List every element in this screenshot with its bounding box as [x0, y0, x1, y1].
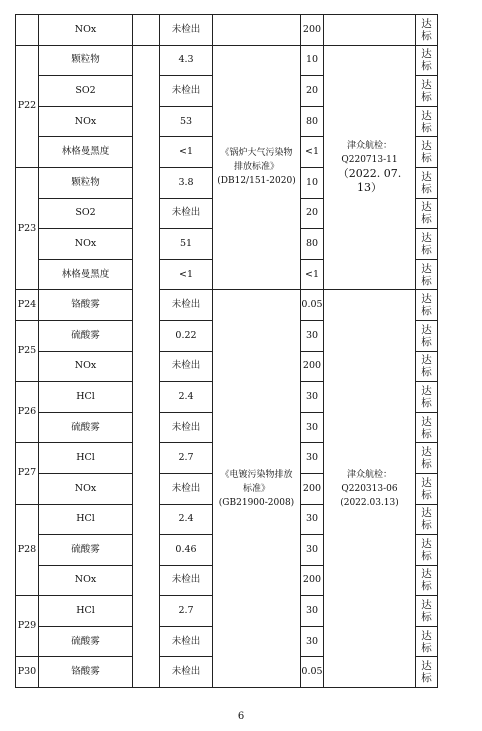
sampling-point-cell: P30: [16, 657, 39, 688]
value-cell: 未检出: [160, 290, 213, 321]
value-cell: <1: [160, 137, 213, 168]
sampling-point-cell: P24: [16, 290, 39, 321]
limit-cell: 30: [301, 320, 324, 351]
report-cell: 津众航检： Q220713-11 （2022. 07. 13）: [324, 45, 416, 290]
sampling-point-cell: P28: [16, 504, 39, 596]
result-cell: 达 标: [416, 657, 438, 688]
sampling-point-cell: P23: [16, 167, 39, 289]
result-cell: 达 标: [416, 473, 438, 504]
result-cell: 达 标: [416, 76, 438, 107]
pollutant-cell: HCl: [39, 382, 133, 413]
limit-cell: 20: [301, 76, 324, 107]
spacer-cell: [133, 45, 160, 687]
value-cell: 未检出: [160, 626, 213, 657]
report-cell: 津众航检： Q220313-06 (2022.03.13): [324, 290, 416, 688]
value-cell: 0.22: [160, 320, 213, 351]
standard-cell: [213, 15, 301, 46]
table-row: [16, 290, 438, 321]
pollutant-cell: 硫酸雾: [39, 626, 133, 657]
value-cell: 未检出: [160, 412, 213, 443]
value-cell: 2.7: [160, 596, 213, 627]
result-cell: 达 标: [416, 15, 438, 46]
sampling-point-cell: P26: [16, 382, 39, 443]
value-cell: 3.8: [160, 167, 213, 198]
limit-cell: 0.05: [301, 657, 324, 688]
table-row: [16, 15, 438, 46]
result-cell: 达 标: [416, 198, 438, 229]
result-cell: 达 标: [416, 504, 438, 535]
limit-cell: 200: [301, 473, 324, 504]
emission-results-table: [15, 14, 438, 688]
limit-cell: 0.05: [301, 290, 324, 321]
value-cell: 4.3: [160, 45, 213, 76]
pollutant-cell: SO2: [39, 76, 133, 107]
result-cell: 达 标: [416, 596, 438, 627]
value-cell: 未检出: [160, 15, 213, 46]
limit-cell: 20: [301, 198, 324, 229]
limit-cell: 200: [301, 351, 324, 382]
limit-cell: 30: [301, 382, 324, 413]
limit-cell: 10: [301, 45, 324, 76]
value-cell: 未检出: [160, 351, 213, 382]
pollutant-cell: 颗粒物: [39, 167, 133, 198]
limit-cell: 30: [301, 535, 324, 566]
value-cell: 未检出: [160, 198, 213, 229]
limit-cell: 30: [301, 504, 324, 535]
result-cell: 达 标: [416, 45, 438, 76]
value-cell: <1: [160, 259, 213, 290]
pollutant-cell: NOx: [39, 106, 133, 137]
result-cell: 达 标: [416, 443, 438, 474]
value-cell: 未检出: [160, 76, 213, 107]
sampling-point-cell: P29: [16, 596, 39, 657]
pollutant-cell: NOx: [39, 473, 133, 504]
limit-cell: <1: [301, 259, 324, 290]
result-cell: 达 标: [416, 565, 438, 596]
result-cell: 达 标: [416, 137, 438, 168]
pollutant-cell: SO2: [39, 198, 133, 229]
pollutant-cell: 颗粒物: [39, 45, 133, 76]
result-cell: 达 标: [416, 259, 438, 290]
result-cell: 达 标: [416, 412, 438, 443]
pollutant-cell: 林格曼黑度: [39, 137, 133, 168]
value-cell: 2.4: [160, 382, 213, 413]
limit-cell: 80: [301, 106, 324, 137]
report-cell: [324, 15, 416, 46]
pollutant-cell: 硫酸雾: [39, 320, 133, 351]
standard-cell: 《电镀污染物排放 标准》 (GB21900-2008): [213, 290, 301, 688]
pollutant-cell: 硫酸雾: [39, 412, 133, 443]
value-cell: 2.4: [160, 504, 213, 535]
pollutant-cell: HCl: [39, 596, 133, 627]
result-cell: 达 标: [416, 535, 438, 566]
limit-cell: 30: [301, 412, 324, 443]
value-cell: 53: [160, 106, 213, 137]
result-cell: 达 标: [416, 167, 438, 198]
result-cell: 达 标: [416, 351, 438, 382]
result-cell: 达 标: [416, 626, 438, 657]
pollutant-cell: NOx: [39, 229, 133, 260]
value-cell: 未检出: [160, 565, 213, 596]
sampling-point-cell: P25: [16, 320, 39, 381]
value-cell: 51: [160, 229, 213, 260]
value-cell: 0.46: [160, 535, 213, 566]
value-cell: 未检出: [160, 657, 213, 688]
result-cell: 达 标: [416, 382, 438, 413]
pollutant-cell: HCl: [39, 504, 133, 535]
pollutant-cell: 铬酸雾: [39, 657, 133, 688]
table-row: [16, 45, 438, 76]
page-number: 6: [237, 711, 245, 722]
limit-cell: 200: [301, 565, 324, 596]
result-cell: 达 标: [416, 290, 438, 321]
limit-cell: 10: [301, 167, 324, 198]
result-cell: 达 标: [416, 320, 438, 351]
sampling-point-cell: P22: [16, 45, 39, 167]
pollutant-cell: 硫酸雾: [39, 535, 133, 566]
limit-cell: 30: [301, 596, 324, 627]
standard-cell: 《锅炉大气污染物 排放标准》 (DB12/151-2020): [213, 45, 301, 290]
pollutant-cell: HCl: [39, 443, 133, 474]
pollutant-cell: NOx: [39, 351, 133, 382]
limit-cell: 30: [301, 626, 324, 657]
pollutant-cell: 铬酸雾: [39, 290, 133, 321]
pollutant-cell: 林格曼黑度: [39, 259, 133, 290]
pollutant-cell: NOx: [39, 565, 133, 596]
pollutant-cell: NOx: [39, 15, 133, 46]
result-cell: 达 标: [416, 229, 438, 260]
limit-cell: 30: [301, 443, 324, 474]
sampling-point-cell: P27: [16, 443, 39, 504]
value-cell: 2.7: [160, 443, 213, 474]
spacer-cell: [133, 15, 160, 46]
limit-cell: 200: [301, 15, 324, 46]
limit-cell: 80: [301, 229, 324, 260]
sampling-point-cell: [16, 15, 39, 46]
value-cell: 未检出: [160, 473, 213, 504]
result-cell: 达 标: [416, 106, 438, 137]
limit-cell: <1: [301, 137, 324, 168]
